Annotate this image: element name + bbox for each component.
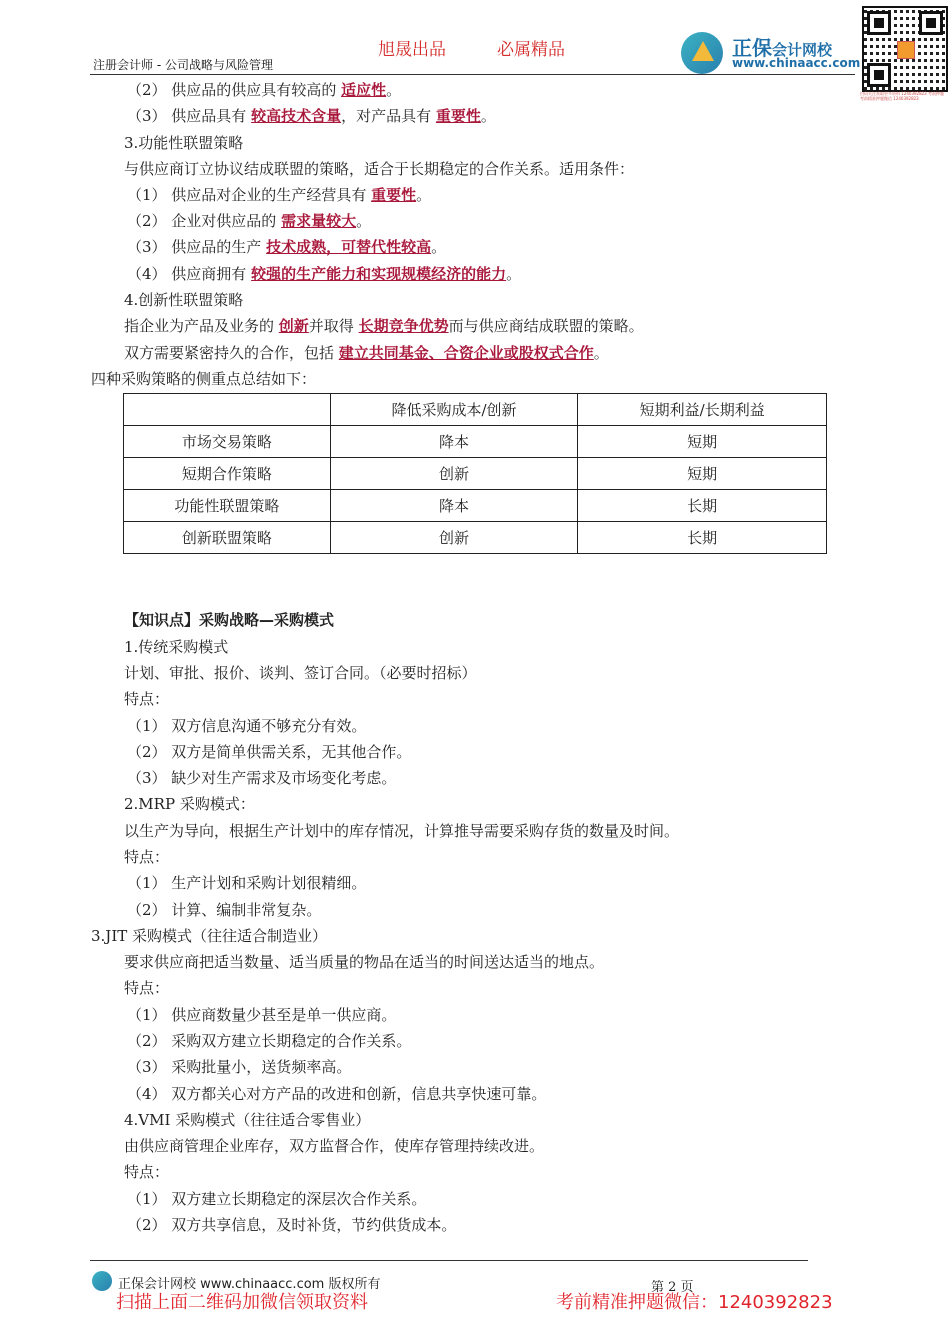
logo-url: www.chinaacc.com xyxy=(732,56,861,70)
strategy-summary-table xyxy=(123,393,827,554)
list-item: （1） 双方建立长期稳定的深层次合作关系。 xyxy=(127,1190,427,1208)
table-row xyxy=(124,522,827,554)
header-slogan-right: 必属精品 xyxy=(497,40,565,60)
traditional-heading: 1.传统采购模式 xyxy=(124,638,229,656)
keyword-adaptability: 适应性 xyxy=(341,81,387,99)
knowledge-point-title: 【知识点】采购战略—采购模式 xyxy=(124,611,335,629)
footer-divider xyxy=(90,1260,808,1261)
table-header-cell: 降低采购成本/创新 xyxy=(330,394,578,426)
list-item: （3） 采购批量小，送货频率高。 xyxy=(127,1058,352,1076)
table-cell: 降本 xyxy=(330,490,578,522)
mrp-heading: 2.MRP 采购模式： xyxy=(124,795,255,813)
list-item: （2） 双方是简单供需关系，无其他合作。 xyxy=(127,743,412,761)
functional-cond-2: （2） 企业对供应品的 需求量较大。 xyxy=(127,212,372,230)
jit-heading: 3.JIT 采购模式（往往适合制造业） xyxy=(91,927,328,945)
functional-cond-1: （1） 供应品对企业的生产经营具有 重要性。 xyxy=(127,186,432,204)
list-item: （2） 采购双方建立长期稳定的合作关系。 xyxy=(127,1032,412,1050)
features-label: 特点： xyxy=(124,690,170,708)
traditional-desc: 计划、审批、报价、谈判、签订合同。（必要时招标） xyxy=(124,664,477,682)
qr-code xyxy=(862,6,948,92)
table-cell: 长期 xyxy=(578,490,827,522)
list-item: （1） 双方信息沟通不够充分有效。 xyxy=(127,717,367,735)
list-item: （3） 缺少对生产需求及市场变化考虑。 xyxy=(127,769,397,787)
footer-copyright: 正保会计网校 www.chinaacc.com 版权所有 xyxy=(118,1277,381,1292)
logo-name: 正保会计网校 xyxy=(732,36,833,60)
table-cell: 创新联盟策略 xyxy=(124,522,331,554)
table-cell: 短期合作策略 xyxy=(124,458,331,490)
table-cell: 创新 xyxy=(330,522,578,554)
table-row xyxy=(124,458,827,490)
promo-left: 扫描上面二维码加微信领取资料 xyxy=(116,1292,368,1313)
table-row xyxy=(124,490,827,522)
table-cell: 创新 xyxy=(330,458,578,490)
header-divider xyxy=(90,74,855,75)
innovative-alliance-cooperation: 双方需要紧密持久的合作，包括 建立共同基金、合资企业或股权式合作。 xyxy=(124,344,609,362)
jit-desc: 要求供应商把适当数量、适当质量的物品在适当的时间送达适当的地点。 xyxy=(124,953,605,971)
chinaacc-logo-icon xyxy=(681,32,723,74)
functional-cond-4: （4） 供应商拥有 较强的生产能力和实现规模经济的能力。 xyxy=(127,265,522,283)
table-cell: 长期 xyxy=(578,522,827,554)
heading-innovative-alliance: 4.创新性联盟策略 xyxy=(124,291,244,309)
keyword-tech-content: 较高技术含量 xyxy=(251,107,342,125)
promo-right: 考前精准押题微信：1240392823 xyxy=(556,1292,833,1313)
vmi-heading: 4.VMI 采购模式（往往适合零售业） xyxy=(124,1111,371,1129)
list-item: （1） 供应商数量少甚至是单一供应商。 xyxy=(127,1006,397,1024)
table-cell: 功能性联盟策略 xyxy=(124,490,331,522)
summary-intro: 四种采购策略的侧重点总结如下： xyxy=(91,370,317,388)
features-label: 特点： xyxy=(124,848,170,866)
page-number: 第 2 页 xyxy=(651,1280,694,1295)
functional-cond-3: （3） 供应品的生产 技术成熟，可替代性较高。 xyxy=(127,238,447,256)
table-cell: 市场交易策略 xyxy=(124,426,331,458)
mrp-desc: 以生产为导向，根据生产计划中的库存情况，计算推导需要采购存货的数量及时间。 xyxy=(124,822,680,840)
features-label: 特点： xyxy=(124,1163,170,1181)
qr-note: 扫码关注获取更多资料 1240392823 考前押题 考前精准押题微信 1240392823 xyxy=(860,91,944,101)
table-cell: 降本 xyxy=(330,426,578,458)
condition-2: （2） 供应品的供应具有较高的 适应性。 xyxy=(127,81,402,99)
keyword-importance: 重要性 xyxy=(435,107,481,125)
table-cell: 短期 xyxy=(578,426,827,458)
features-label: 特点： xyxy=(124,979,170,997)
footer-logo-icon xyxy=(92,1271,112,1291)
list-item: （2） 双方共享信息，及时补货，节约供货成本。 xyxy=(127,1216,457,1234)
list-item: （1） 生产计划和采购计划很精细。 xyxy=(127,874,367,892)
header-slogan-left: 旭晟出品 xyxy=(378,40,446,60)
heading-functional-alliance: 3.功能性联盟策略 xyxy=(124,134,244,152)
innovative-alliance-desc: 指企业为产品及业务的 创新并取得 长期竞争优势而与供应商结成联盟的策略。 xyxy=(124,317,644,335)
functional-alliance-desc: 与供应商订立协议结成联盟的策略，适合于长期稳定的合作关系。适用条件： xyxy=(124,160,635,178)
table-header-cell xyxy=(124,394,331,426)
table-cell: 短期 xyxy=(578,458,827,490)
table-header-cell: 短期利益/长期利益 xyxy=(578,394,827,426)
condition-3: （3） 供应品具有 较高技术含量，对产品具有 重要性。 xyxy=(127,107,496,125)
vmi-desc: 由供应商管理企业库存，双方监督合作，使库存管理持续改进。 xyxy=(124,1137,545,1155)
table-row xyxy=(124,426,827,458)
course-title: 注册会计师 - 公司战略与风险管理 xyxy=(93,58,273,72)
table-header-row xyxy=(124,394,827,426)
list-item: （2） 计算、编制非常复杂。 xyxy=(127,901,322,919)
list-item: （4） 双方都关心对方产品的改进和创新，信息共享快速可靠。 xyxy=(127,1085,547,1103)
